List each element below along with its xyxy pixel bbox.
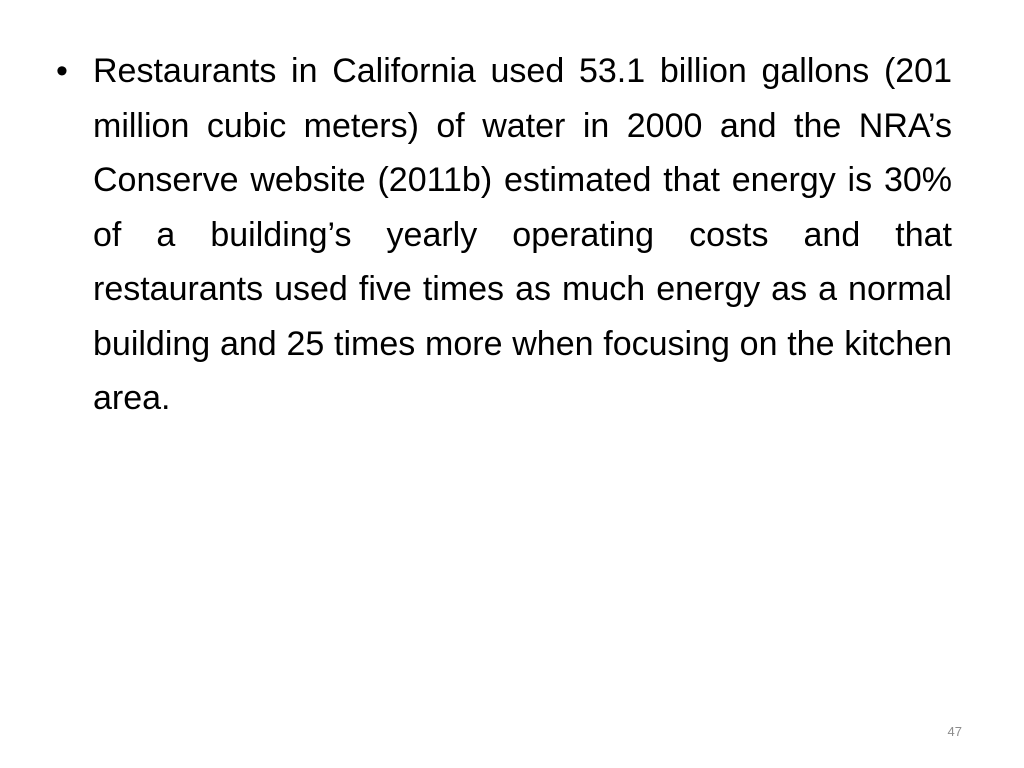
bullet-item xyxy=(56,44,952,426)
slide-content xyxy=(56,44,952,426)
bullet-list xyxy=(56,44,952,426)
bullet-dot-icon: • xyxy=(56,52,68,90)
slide-number: 47 xyxy=(947,724,962,739)
bullet-text: Restaurants in California used 53.1 billion gallons (201 million cubic meters) of water in 2000 and the NRA’s Conserve website (2011b) estimated that energy is 30% of a building’s yearly operating costs and that restaurants used five times as much energy as a normal building and 25 times more when focusing on the kitchen area. xyxy=(93,52,952,417)
